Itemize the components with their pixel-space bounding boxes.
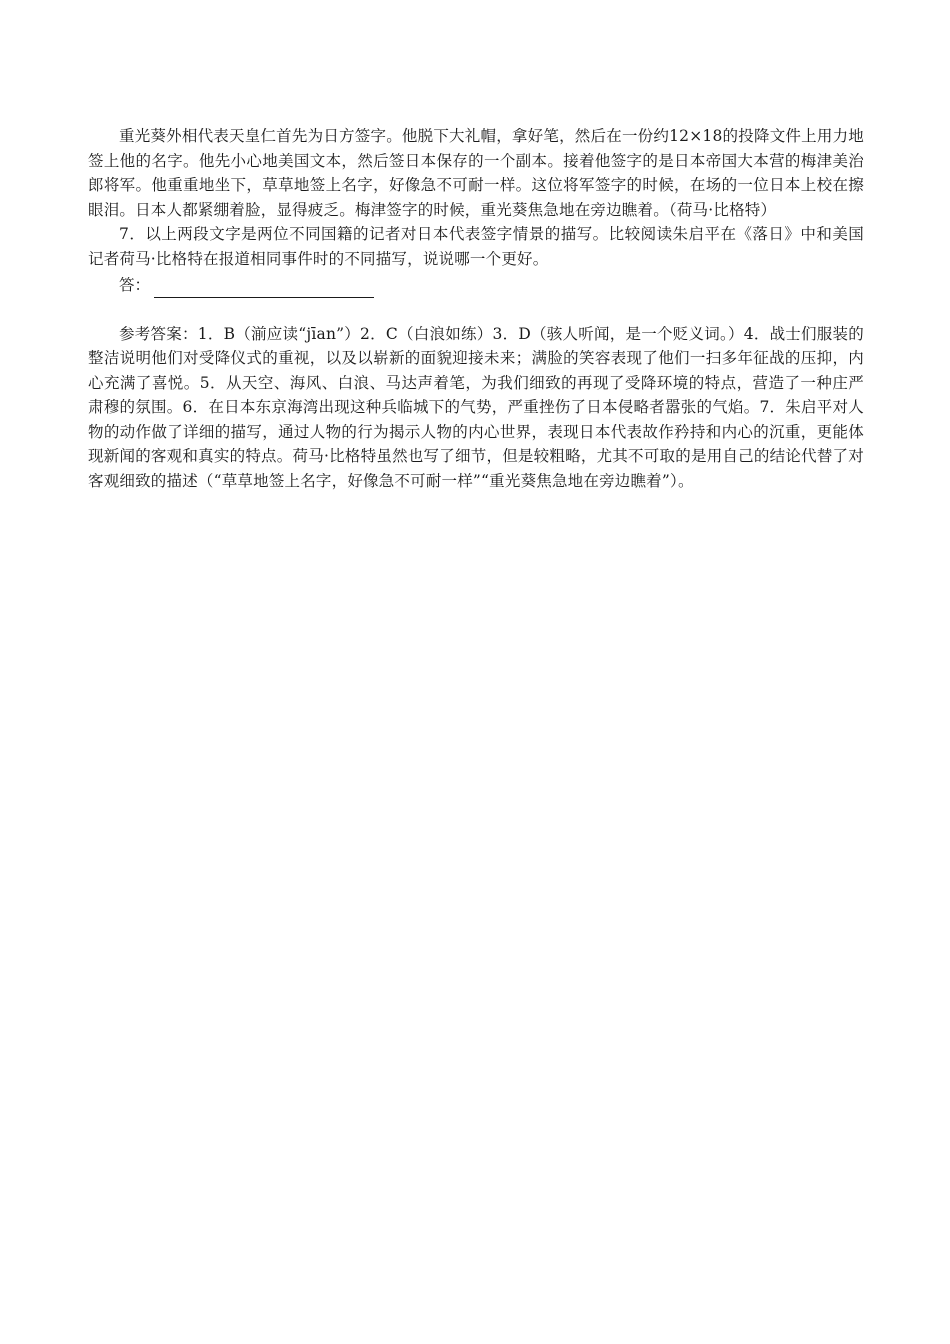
document-page [88,124,864,493]
question-7: 7．以上两段文字是两位不同国籍的记者对日本代表签字情景的描写。比较阅读朱启平在《落日》中和美国记者荷马·比格特在报道相同事件时的不同描写，说说哪一个更好。 [88,225,864,268]
answer-blank[interactable] [154,279,374,298]
paragraph-signing-description: 重光葵外相代表天皇仁首先为日方签字。他脱下大礼帽，拿好笔，然后在一份约12×18的投降文件上用力地签上他的名字。他先小心地美国文本，然后签日本保存的一个副本。接着他签字的是日本帝国大本营的梅津美治郎将军。他重重地坐下，草草地签上名字，好像急不可耐一样。这位将军签字的时候，在场的一位日本上校在擦眼泪。日本人都紧绷着脸，显得疲乏。梅津签字的时候，重光葵焦急地在旁边瞧着。（荷马·比格特） [88,127,864,219]
answer-label: 答： [119,276,151,294]
reference-answer: 参考答案：1．B（湔应读“jīan”）2．C（白浪如练）3．D（骇人听闻，是一个贬义词。）4．战士们服装的整洁说明他们对受降仪式的重视，以及以崭新的面貌迎接未来；满脸的笑容表现了他们一扫多年征战的压抑，内心充满了喜悦。5．从天空、海风、白浪、马达声着笔，为我们细致的再现了受降环境的特点，营造了一种庄严肃穆的氛围。6．在日本东京海湾出现这种兵临城下的气势，严重挫伤了日本侵略者嚣张的气焰。7．朱启平对人物的动作做了详细的描写，通过人物的行为揭示人物的内心世界，表现日本代表故作矜持和内心的沉重，更能体现新闻的客观和真实的特点。荷马·比格特虽然也写了细节，但是较粗略，尤其不可取的是用自己的结论代替了对客观细致的描述（“草草地签上名字，好像急不可耐一样”“重光葵焦急地在旁边瞧着”）。 [88,324,864,490]
answer-row [88,273,864,298]
section-spacer [88,298,864,322]
